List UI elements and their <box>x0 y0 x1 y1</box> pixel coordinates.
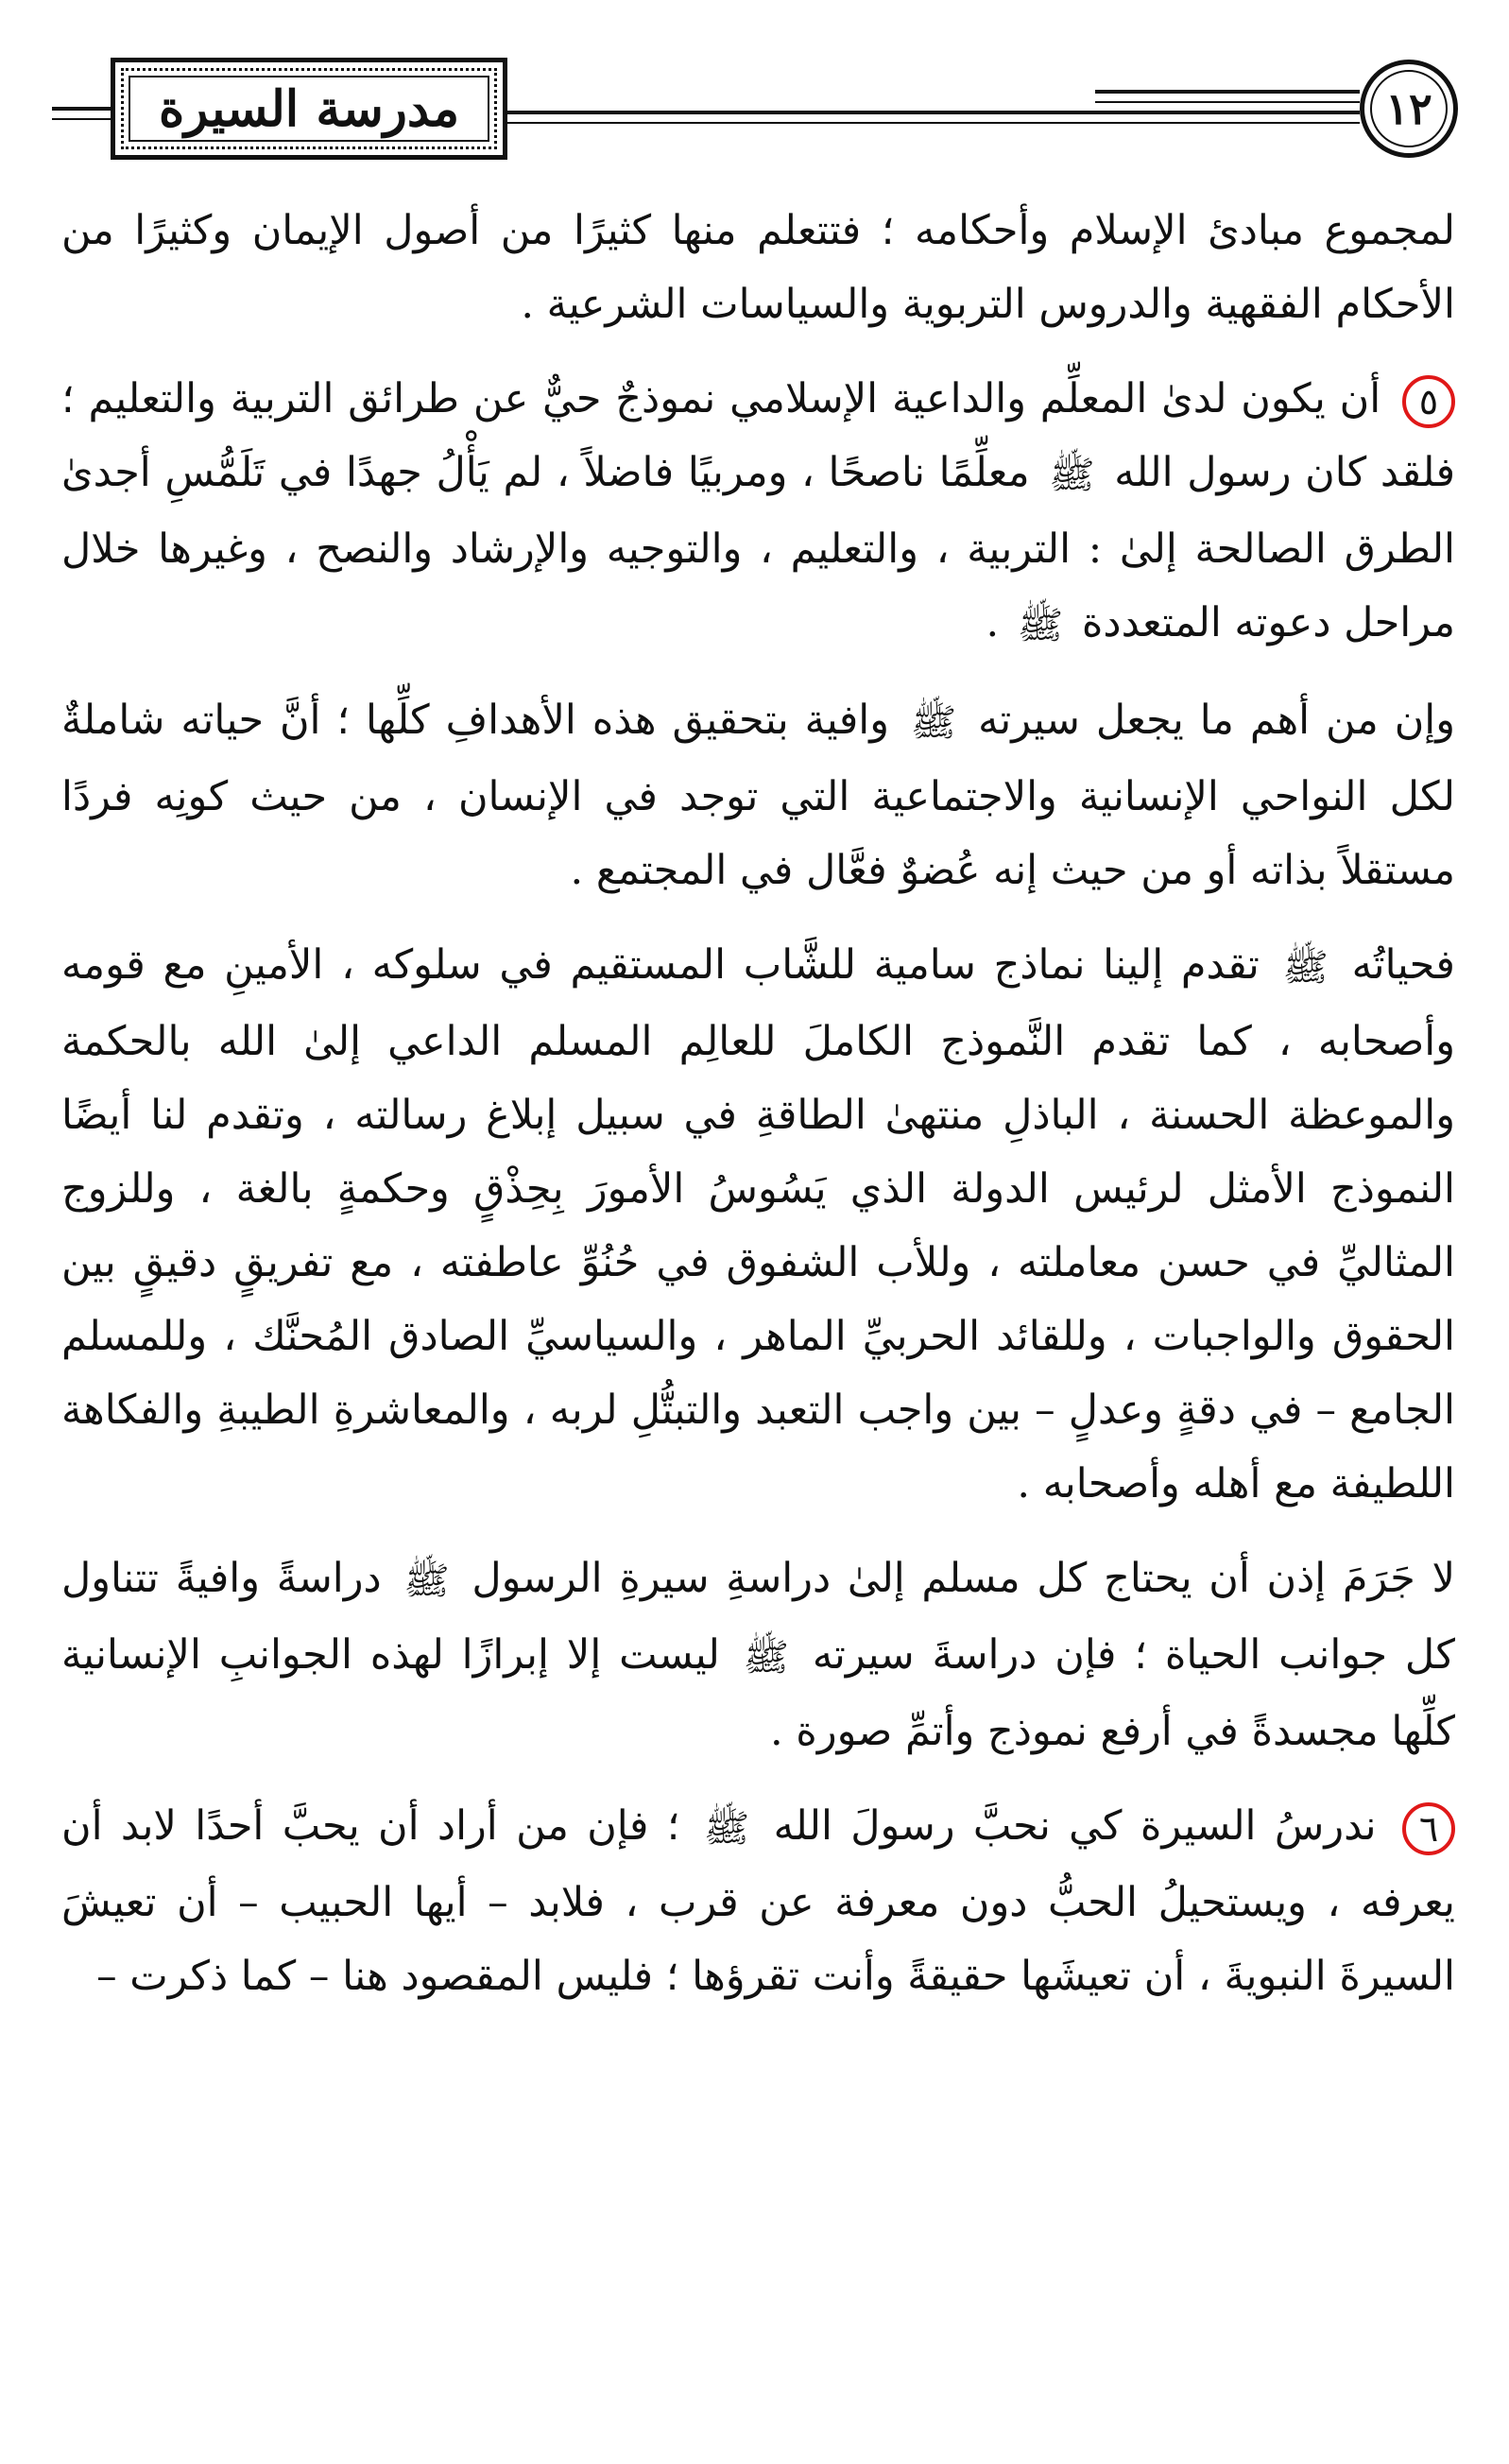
paragraph-text <box>61 683 1455 907</box>
text-segment: وإن من أهم ما يجعل سيرته <box>978 697 1456 744</box>
point-number-circle: ٦ <box>1402 1802 1455 1855</box>
salutation-mark: ﷺ <box>1017 604 1064 647</box>
book-title-frame <box>111 58 507 160</box>
salutation-mark: ﷺ <box>743 1636 789 1680</box>
salutation-mark: ﷺ <box>703 1807 750 1851</box>
page-header <box>52 52 1458 165</box>
paragraph <box>61 683 1455 907</box>
paragraph <box>61 362 1455 663</box>
text-segment: وافية بتحقيق هذه الأهدافِ كلِّها ؛ أنَّ حياته شاملةٌ لكل النواحي الإنسانية والاجتماعية التي توجد في الإنسان ، من حيث كونِه فردًا مستقلاً بذاته أو من حيث إنه عُضوٌ فعَّال في المجتمع . <box>61 697 1455 894</box>
text-segment: لا جَرَمَ إذن أن يحتاج كل مسلم إلىٰ دراسةِ سيرةِ الرسول <box>472 1555 1456 1602</box>
paragraph-text <box>61 1542 1455 1768</box>
paragraph-text <box>61 1789 1455 2013</box>
text-segment: ندرسُ السيرة كي نحبَّ رسولَ الله <box>773 1802 1377 1850</box>
header-rule-middle-2 <box>462 122 1360 124</box>
paragraph <box>61 194 1455 341</box>
text-segment: ليست إلا إبرازًا لهذه الجوانبِ الإنسانية كلِّها مجسدةً في أرفع نموذج وأتمِّ صورة . <box>61 1631 1455 1755</box>
text-segment: فحياتُه <box>1351 941 1455 989</box>
paragraph-text <box>61 362 1455 663</box>
page-number: ١٢ <box>1360 60 1458 158</box>
header-rule-right <box>1095 90 1360 94</box>
paragraph <box>61 928 1455 1521</box>
header-rule-left <box>52 107 111 111</box>
paragraph-text <box>61 928 1455 1521</box>
salutation-mark: ﷺ <box>1049 454 1095 497</box>
paragraph <box>61 1542 1455 1768</box>
salutation-mark: ﷺ <box>910 701 957 745</box>
text-segment: . <box>986 599 1000 646</box>
header-rule-left-2 <box>52 118 111 120</box>
salutation-mark: ﷺ <box>403 1559 450 1603</box>
page-body <box>61 194 1455 2034</box>
text-segment: أن يكون لدىٰ المعلِّم والداعية الإسلامي نموذجٌ حيٌّ عن طرائق التربية والتعليم ؛ فلقد كان رسول الله <box>61 375 1456 496</box>
header-rule-middle <box>462 111 1360 114</box>
salutation-mark: ﷺ <box>1282 946 1329 990</box>
point-number-circle: ٥ <box>1402 375 1455 428</box>
header-rule-right-2 <box>1095 101 1360 103</box>
text-segment: معلِّمًا ناصحًا ، ومربيًا فاضلاً ، لم يَأْلُ جهدًا في تَلَمُّسِ أجدىٰ الطرق الصالحة إلىٰ : التربية ، والتعليم ، والتوجيه والإرشاد والنصح ، وغيرها خلال مراحل دعوته المتعددة <box>61 449 1455 646</box>
text-segment: دراسةً وافيةً تتناول كل جوانب الحياة ؛ فإن دراسةَ سيرته <box>61 1555 1455 1679</box>
text-segment: تقدم إلينا نماذج سامية للشَّاب المستقيم في سلوكه ، الأمينِ مع قومه وأصحابه ، كما تقدم النَّموذج الكاملَ للعالِم المسلم الداعي إلىٰ الله بالحكمة والموعظة الحسنة ، الباذلِ منتهىٰ الطاقةِ في سبيل إبلاغ رسالته ، وتقدم لنا أيضًا النموذج الأمثل لرئيس الدولة الذي يَسُوسُ الأمورَ بِحِذْقٍ وحكمةٍ بالغة ، وللزوج المثاليِّ في حسن معاملته ، وللأب الشفوق في حُنُوِّ عاطفته ، مع تفريقٍ دقيقٍ بين الحقوق والواجبات ، وللقائد الحربيِّ الماهر ، والسياسيِّ الصادق المُحنَّك ، وللمسلم الجامع – في دقةٍ وعدلٍ – بين واجب التعبد والتبتُّلِ لربه ، والمعاشرةِ الطيبةِ والفكاهة اللطيفة مع أهله وأصحابه . <box>61 941 1455 1508</box>
paragraph <box>61 1789 1455 2013</box>
paragraph-text: لمجموع مبادئ الإسلام وأحكامه ؛ فتتعلم منها كثيرًا من أصول الإيمان وكثيرًا من الأحكام الفقهية والدروس التربوية والسياسات الشرعية . <box>61 207 1455 328</box>
text-segment: ؛ فإن من أراد أن يحبَّ أحدًا لابد أن يعرفه ، ويستحيلُ الحبُّ دون معرفة عن قرب ، فلابد – أيها الحبيب – أن تعيشَ السيرةَ النبويةَ ، أن تعيشَها حقيقةً وأنت تقرؤها ؛ فليس المقصود هنا – كما ذكرت – <box>61 1802 1455 2000</box>
book-title: مدرسة السيرة <box>158 79 460 138</box>
